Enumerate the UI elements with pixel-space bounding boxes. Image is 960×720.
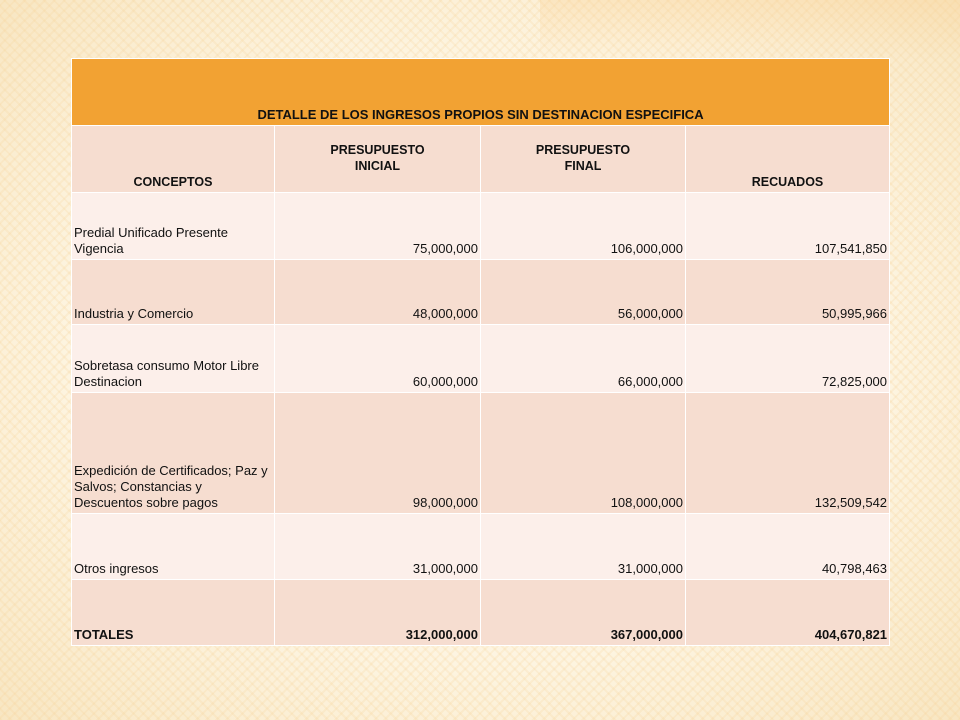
table-row: [72, 260, 890, 325]
table-title-row: [72, 59, 890, 126]
table-row: [72, 325, 890, 393]
table-row: [72, 193, 890, 260]
row-collected: 107,541,850: [686, 193, 890, 260]
income-detail-table: [71, 58, 890, 646]
row-final-budget: 66,000,000: [481, 325, 686, 393]
row-collected: 40,798,463: [686, 514, 890, 580]
row-collected: 50,995,966: [686, 260, 890, 325]
row-final-budget: 31,000,000: [481, 514, 686, 580]
header-initial-line1: PRESUPUESTO: [330, 143, 425, 157]
background-decoration: [540, 0, 960, 60]
row-concept: Sobretasa consumo Motor Libre Destinacion: [72, 325, 275, 393]
table-title: DETALLE DE LOS INGRESOS PROPIOS SIN DESTINACION ESPECIFICA: [72, 59, 890, 126]
row-collected: 72,825,000: [686, 325, 890, 393]
row-concept: Industria y Comercio: [72, 260, 275, 325]
row-initial-budget: 98,000,000: [275, 393, 481, 514]
header-final-line2: FINAL: [564, 159, 602, 173]
table-row: [72, 393, 890, 514]
row-initial-budget: 48,000,000: [275, 260, 481, 325]
table-header-row: [72, 126, 890, 193]
header-final-budget: [481, 126, 686, 193]
totals-collected: 404,670,821: [686, 580, 890, 646]
row-initial-budget: 75,000,000: [275, 193, 481, 260]
row-initial-budget: 31,000,000: [275, 514, 481, 580]
totals-row: [72, 580, 890, 646]
row-final-budget: 56,000,000: [481, 260, 686, 325]
row-final-budget: 108,000,000: [481, 393, 686, 514]
header-initial-line2: INICIAL: [354, 159, 401, 173]
row-concept: Expedición de Certificados; Paz y Salvos; Constancias y Descuentos sobre pagos: [72, 393, 275, 514]
row-initial-budget: 60,000,000: [275, 325, 481, 393]
row-final-budget: 106,000,000: [481, 193, 686, 260]
header-concepts: CONCEPTOS: [72, 126, 275, 193]
row-concept: Predial Unificado Presente Vigencia: [72, 193, 275, 260]
header-collected: RECUADOS: [686, 126, 890, 193]
totals-label: TOTALES: [72, 580, 275, 646]
totals-final-budget: 367,000,000: [481, 580, 686, 646]
header-final-line1: PRESUPUESTO: [535, 143, 631, 157]
table-row: [72, 514, 890, 580]
header-initial-budget: [275, 126, 481, 193]
totals-initial-budget: 312,000,000: [275, 580, 481, 646]
row-concept: Otros ingresos: [72, 514, 275, 580]
row-collected: 132,509,542: [686, 393, 890, 514]
